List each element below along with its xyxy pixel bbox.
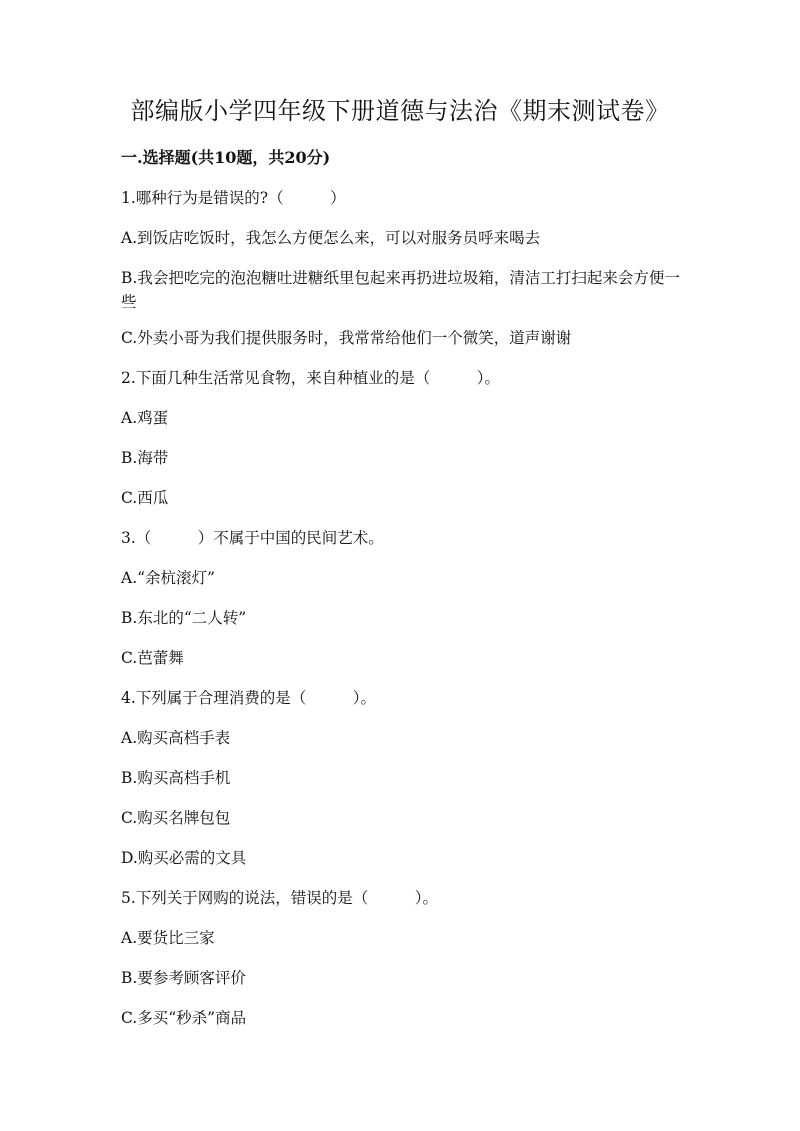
question-4-option-c: C.购买名牌包包 <box>121 809 231 827</box>
question-2-option-b: B.海带 <box>121 449 169 467</box>
question-3-stem: 3.（ ）不属于中国的民间艺术。 <box>121 529 384 547</box>
exam-title: 部编版小学四年级下册道德与法治《期末测试卷》 <box>130 97 670 125</box>
question-1-option-a: A.到饭店吃饭时，我怎么方便怎么来，可以对服务员呼来喝去 <box>121 229 541 247</box>
question-4-option-d: D.购买必需的文具 <box>121 849 247 867</box>
question-3-option-c: C.芭蕾舞 <box>121 649 184 667</box>
question-2-stem: 2.下面几种生活常见食物，来自种植业的是（ ）。 <box>121 369 501 387</box>
question-4-option-a: A.购买高档手表 <box>121 729 231 747</box>
question-1-stem: 1.哪种行为是错误的?（ ） <box>121 189 346 207</box>
question-2-option-a: A.鸡蛋 <box>121 409 169 427</box>
question-3-option-a: A.“余杭滚灯” <box>121 569 215 587</box>
question-1-option-c: C.外卖小哥为我们提供服务时，我常常给他们一个微笑，道声谢谢 <box>121 329 572 347</box>
question-3-option-b: B.东北的“二人转” <box>121 609 247 627</box>
question-4-stem: 4.下列属于合理消费的是（ ）。 <box>121 689 377 707</box>
question-1-option-b: B.我会把吃完的泡泡糖吐进糖纸里包起来再扔进垃圾箱，清洁工打扫起来会方便一些 <box>121 269 680 311</box>
question-4-option-b: B.购买高档手机 <box>121 769 231 787</box>
question-5-option-c: C.多买“秒杀”商品 <box>121 1009 247 1027</box>
question-5-stem: 5.下列关于网购的说法，错误的是（ ）。 <box>121 889 439 907</box>
question-5-option-b: B.要参考顾客评价 <box>121 969 246 987</box>
section-heading: 一.选择题(共10题，共20分) <box>121 148 331 167</box>
question-2-option-c: C.西瓜 <box>121 489 169 507</box>
question-5-option-a: A.要货比三家 <box>121 929 215 947</box>
